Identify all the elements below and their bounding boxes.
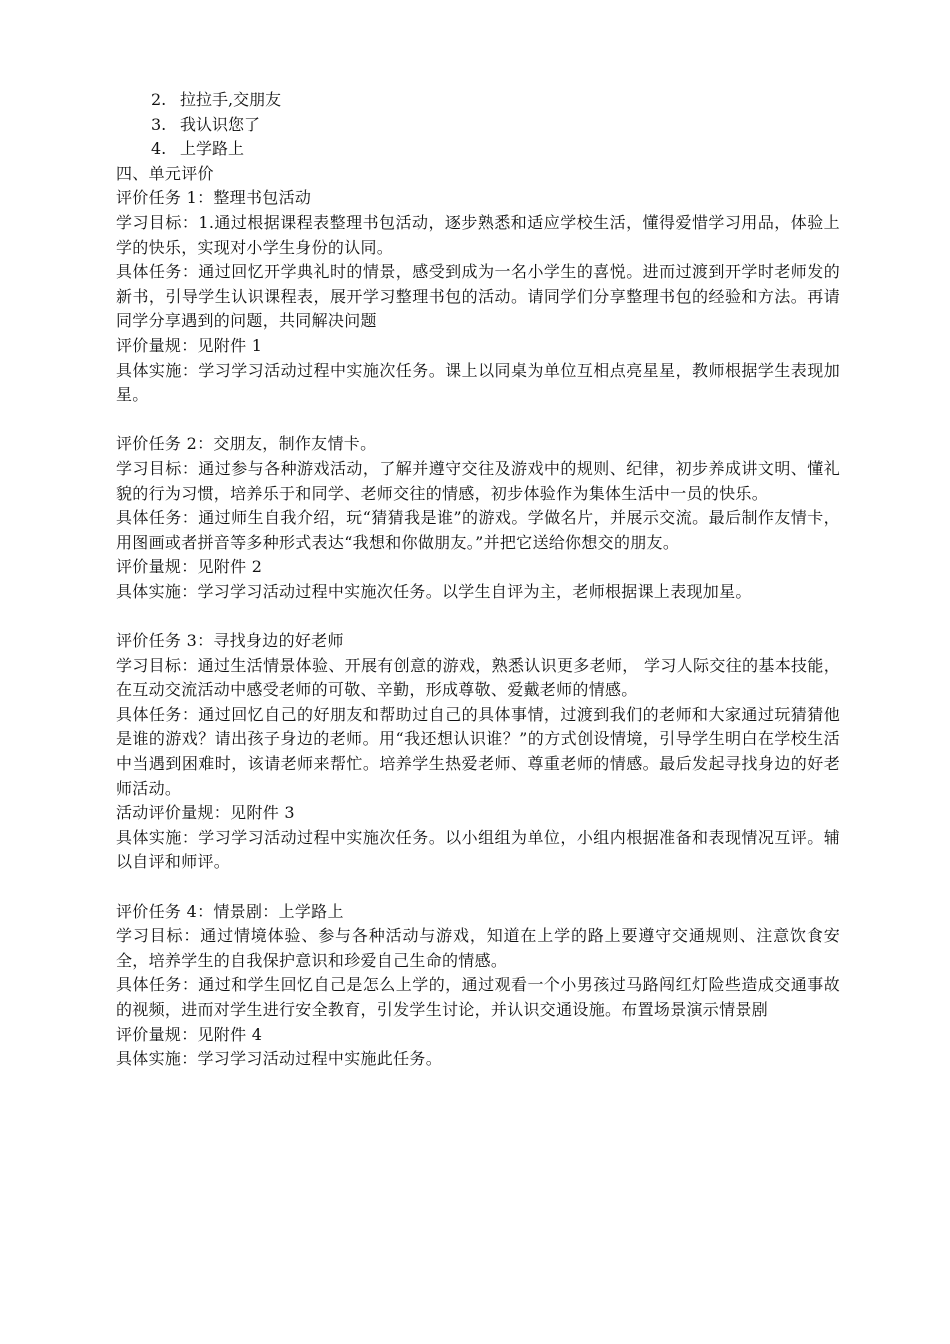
task-rubric: 活动评价量规：见附件 3 [116,803,295,823]
list-item [116,88,840,113]
task-goal: 学习目标：通过参与各种游戏活动，了解并遵守交往及游戏中的规则、纪律，初步养成讲文明、懂礼貌的行为习惯，培养乐于和同学、老师交往的情感，初步体验作为集体生活中一员的快乐。 [116,458,840,503]
section-heading: 四、单元评价 [116,163,214,183]
task-rubric: 评价量规：见附件 2 [116,557,263,577]
task-implementation: 具体实施：学习学习活动过程中实施次任务。课上以同桌为单位互相点亮星星，教师根据学生表现加星。 [116,360,840,405]
paragraph-gap [116,875,840,900]
task-title: 评价任务 3：寻找身边的好老师 [116,631,344,651]
paragraph-gap [116,604,840,629]
list-item [116,137,840,162]
task-description: 具体任务：通过和学生回忆自己是怎么上学的，通过观看一个小男孩过马路闯红灯险些造成交通事故的视频，进而对学生进行安全教育，引发学生讨论，并认识交通设施。布置场景演示情景剧 [116,975,840,1019]
task-description: 具体任务：通过师生自我介绍，玩“猜猜我是谁”的游戏。学做名片，并展示交流。最后制作友情卡，用图画或者拼音等多种形式表达“我想和你做朋友。”并把它送给你想交的朋友。 [116,508,840,552]
task-implementation: 具体实施：学习学习活动过程中实施次任务。以小组组为单位，小组内根据准备和表现情况互评。辅以自评和师评。 [116,827,840,872]
task-goal: 学习目标：1.通过根据课程表整理书包活动，逐步熟悉和适应学校生活，懂得爱惜学习用品，体验上学的快乐，实现对小学生身份的认同。 [116,212,840,257]
list-number: 2. [151,90,167,109]
document-page [116,88,840,1072]
task-description: 具体任务：通过回忆开学典礼时的情景，感受到成为一名小学生的喜悦。进而过渡到开学时老师发的新书，引导学生认识课程表，展开学习整理书包的活动。请同学们分享整理书包的经验和方法。再请同学分享遇到的问题，共同解决问题 [116,262,840,331]
paragraph-gap [116,408,840,433]
list-text: 拉拉手,交朋友 [180,90,282,109]
task-title: 评价任务 1：整理书包活动 [116,188,312,208]
task-goal: 学习目标：通过情境体验、参与各种活动与游戏，知道在上学的路上要遵守交通规则、注意饮食安全，培养学生的自我保护意识和珍爱自己生命的情感。 [116,926,840,970]
list-number: 3. [151,114,167,134]
task-title: 评价任务 2：交朋友，制作友情卡。 [116,434,377,454]
task-rubric: 评价量规：见附件 1 [116,335,263,355]
list-number: 4. [151,139,167,159]
task-rubric: 评价量规：见附件 4 [116,1024,263,1044]
list-text: 上学路上 [180,139,245,159]
task-implementation: 具体实施：学习学习活动过程中实施此任务。 [116,1049,443,1069]
task-implementation: 具体实施：学习学习活动过程中实施次任务。以学生自评为主，老师根据课上表现加星。 [116,581,752,601]
task-title: 评价任务 4：情景剧：上学路上 [116,901,344,921]
task-goal: 学习目标：通过生活情景体验、开展有创意的游戏，熟悉认识更多老师， 学习人际交往的基本技能，在互动交流活动中感受老师的可敬、辛勤，形成尊敬、爱戴老师的情感。 [116,655,840,700]
list-item [116,113,840,138]
list-text: 我认识您了 [180,114,261,134]
task-description: 具体任务：通过回忆自己的好朋友和帮助过自己的具体事情，过渡到我们的老师和大家通过玩猜猜他是谁的游戏？请出孩子身边的老师。用“我还想认识谁？”的方式创设情境，引导学生明白在学校生活中当遇到困难时，该请老师来帮忙。培养学生热爱老师、尊重老师的情感。最后发起寻找身边的好老师活动。 [116,704,840,798]
